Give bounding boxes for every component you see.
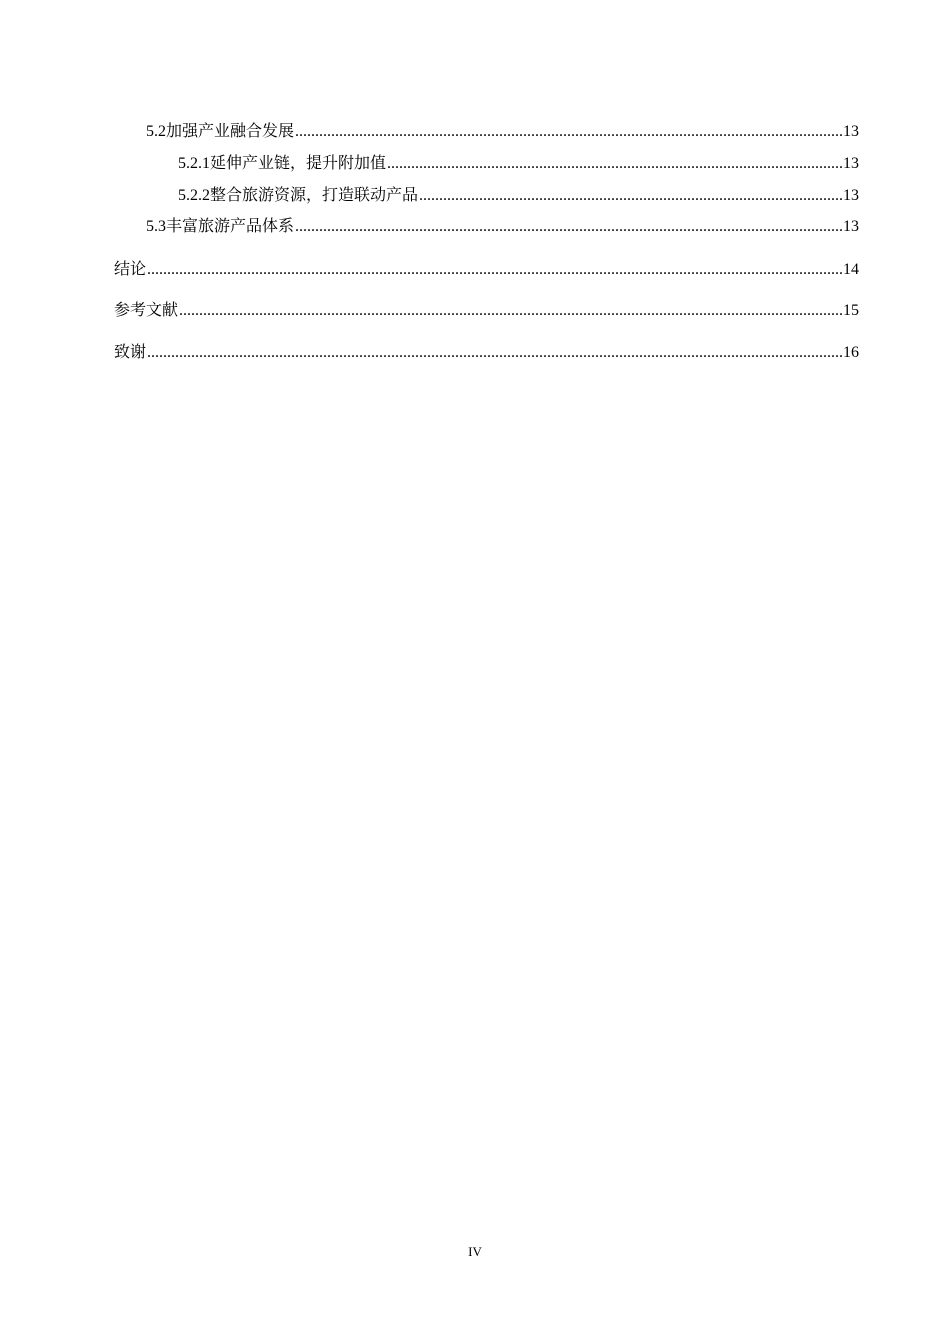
toc-entry-number: 5.2.1 — [178, 155, 210, 172]
toc-entry-page: 13 — [843, 123, 859, 140]
toc-entry-5-3[interactable] — [146, 217, 859, 237]
toc-entry-5-2-2[interactable] — [178, 186, 859, 206]
toc-entry-page: 14 — [843, 261, 859, 278]
toc-entry-5-2[interactable] — [146, 122, 859, 142]
toc-dot-leader — [147, 343, 842, 363]
toc-entry-references[interactable] — [114, 300, 859, 321]
toc-entry-acknowledgements[interactable] — [114, 342, 859, 363]
toc-entry-title: 丰富旅游产品体系 — [166, 218, 295, 235]
toc-entry-page: 16 — [843, 344, 859, 361]
toc-entry-conclusion[interactable] — [114, 259, 859, 280]
toc-entry-number: 5.3 — [146, 218, 166, 235]
toc-entry-5-2-1[interactable] — [178, 154, 859, 174]
toc-entry-number: 5.2 — [146, 123, 166, 140]
toc-entry-page: 13 — [843, 155, 859, 172]
toc-entry-title: 延伸产业链，提升附加值 — [210, 155, 387, 172]
toc-entry-page: 13 — [843, 218, 859, 235]
toc-entry-number: 5.2.2 — [178, 187, 210, 204]
table-of-contents — [0, 0, 950, 400]
toc-dot-leader — [295, 122, 842, 142]
toc-entry-title: 参考文献 — [114, 300, 179, 319]
toc-dot-leader — [179, 301, 842, 321]
toc-dot-leader — [387, 154, 842, 174]
toc-dot-leader — [295, 217, 842, 237]
toc-entry-title: 整合旅游资源，打造联动产品 — [210, 187, 419, 204]
toc-dot-leader — [147, 260, 842, 280]
footer-page-number: IV — [468, 1244, 482, 1259]
toc-entry-page: 13 — [843, 187, 859, 204]
toc-dot-leader — [419, 186, 842, 206]
toc-entry-title: 加强产业融合发展 — [166, 123, 295, 140]
toc-entry-title: 致谢 — [114, 342, 147, 361]
toc-entry-page: 15 — [843, 302, 859, 319]
toc-entry-title: 结论 — [114, 259, 147, 278]
